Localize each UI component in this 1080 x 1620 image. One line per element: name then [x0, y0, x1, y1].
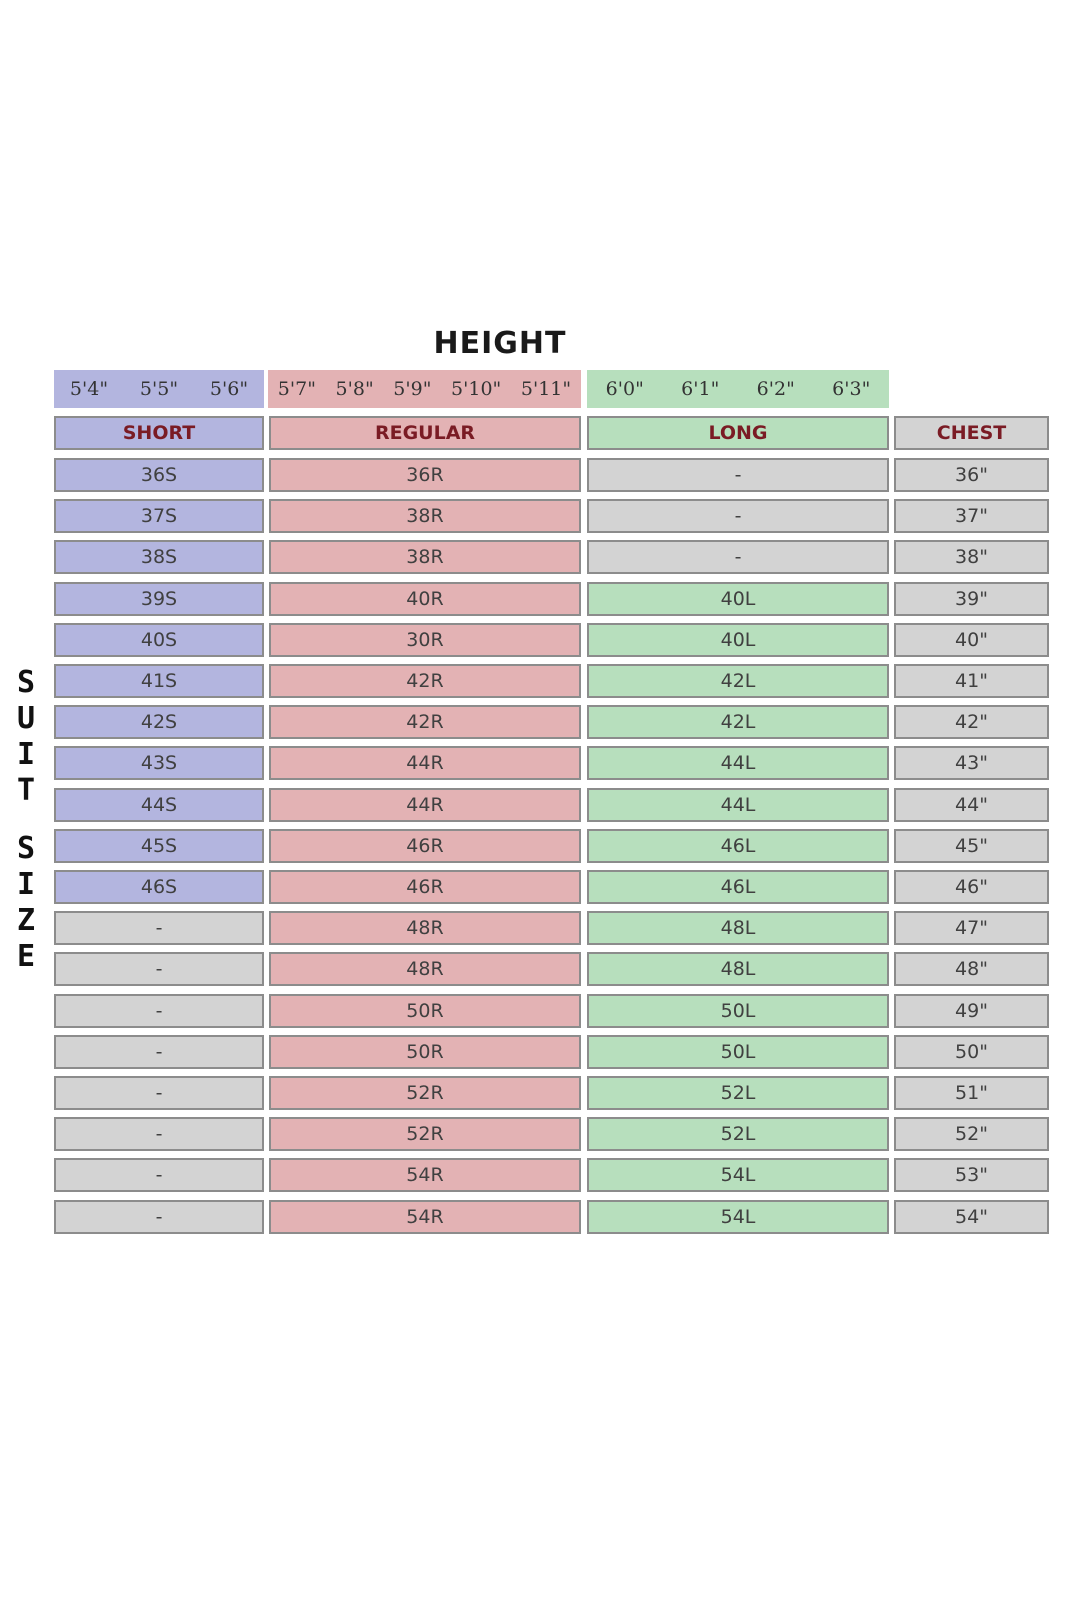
height-value: 6'2": [756, 378, 795, 400]
height-value: 5'5": [139, 378, 179, 400]
height-value: 5'7": [277, 378, 316, 400]
cell-chest: 51": [894, 1076, 1049, 1110]
cell-long: 40L: [587, 623, 889, 657]
cell-short: 40S: [54, 623, 264, 657]
header-long: LONG: [587, 416, 889, 450]
suit-size-letter: I: [16, 737, 36, 772]
height-title: HEIGHT: [433, 326, 567, 361]
cell-regular: 52R: [269, 1076, 581, 1110]
height-value: 5'6": [209, 378, 249, 400]
cell-chest: 41": [894, 664, 1049, 698]
cell-short: 45S: [54, 829, 264, 863]
cell-long: 48L: [587, 952, 889, 986]
cell-long: 42L: [587, 705, 889, 739]
cell-short: -: [54, 994, 264, 1028]
suit-size-letter: S: [16, 831, 36, 866]
cell-regular: 48R: [269, 911, 581, 945]
cell-regular: 38R: [269, 499, 581, 533]
cell-regular: 50R: [269, 1035, 581, 1069]
cell-short: -: [54, 1117, 264, 1151]
suit-size-letter: I: [16, 867, 36, 902]
cell-chest: 36": [894, 458, 1049, 492]
cell-short: -: [54, 1076, 264, 1110]
cell-regular: 38R: [269, 540, 581, 574]
header-chest: CHEST: [894, 416, 1049, 450]
height-value: 6'3": [832, 378, 871, 400]
cell-regular: 52R: [269, 1117, 581, 1151]
cell-chest: 49": [894, 994, 1049, 1028]
cell-regular: 44R: [269, 746, 581, 780]
cell-long: -: [587, 540, 889, 574]
cell-long: 42L: [587, 664, 889, 698]
height-band-short: [54, 370, 264, 408]
cell-chest: 52": [894, 1117, 1049, 1151]
cell-short: -: [54, 952, 264, 986]
cell-regular: 42R: [269, 664, 581, 698]
suit-size-letter: U: [16, 701, 36, 736]
height-value: 5'9": [393, 378, 432, 400]
cell-short: 43S: [54, 746, 264, 780]
cell-long: 44L: [587, 788, 889, 822]
cell-long: -: [587, 499, 889, 533]
cell-regular: 54R: [269, 1200, 581, 1234]
suit-size-letter: S: [16, 665, 36, 700]
cell-long: 40L: [587, 582, 889, 616]
height-value: 5'10": [451, 378, 502, 400]
suit-size-label: [8, 665, 44, 975]
cell-chest: 46": [894, 870, 1049, 904]
header-short: SHORT: [54, 416, 264, 450]
cell-long: -: [587, 458, 889, 492]
cell-chest: 50": [894, 1035, 1049, 1069]
cell-regular: 54R: [269, 1158, 581, 1192]
cell-regular: 46R: [269, 829, 581, 863]
cell-short: -: [54, 1200, 264, 1234]
cell-chest: 47": [894, 911, 1049, 945]
cell-regular: 50R: [269, 994, 581, 1028]
cell-long: 54L: [587, 1200, 889, 1234]
cell-chest: 38": [894, 540, 1049, 574]
cell-chest: 42": [894, 705, 1049, 739]
cell-short: 38S: [54, 540, 264, 574]
cell-long: 46L: [587, 870, 889, 904]
cell-short: -: [54, 911, 264, 945]
cell-regular: 40R: [269, 582, 581, 616]
height-value: 5'11": [520, 378, 572, 400]
cell-regular: 46R: [269, 870, 581, 904]
cell-chest: 53": [894, 1158, 1049, 1192]
cell-chest: 45": [894, 829, 1049, 863]
height-band-regular: [268, 370, 581, 408]
cell-regular: 36R: [269, 458, 581, 492]
cell-chest: 39": [894, 582, 1049, 616]
cell-regular: 42R: [269, 705, 581, 739]
suit-size-letter: T: [16, 773, 36, 808]
height-value: 5'8": [335, 378, 374, 400]
cell-long: 52L: [587, 1117, 889, 1151]
height-band-long: [587, 370, 889, 408]
cell-short: -: [54, 1035, 264, 1069]
cell-long: 52L: [587, 1076, 889, 1110]
cell-chest: 48": [894, 952, 1049, 986]
cell-long: 48L: [587, 911, 889, 945]
cell-chest: 37": [894, 499, 1049, 533]
cell-regular: 44R: [269, 788, 581, 822]
header-regular: REGULAR: [269, 416, 581, 450]
suit-size-letter: E: [16, 939, 36, 974]
cell-short: 39S: [54, 582, 264, 616]
suit-size-gap: [8, 809, 44, 831]
cell-regular: 48R: [269, 952, 581, 986]
cell-long: 44L: [587, 746, 889, 780]
height-value: 6'1": [681, 378, 720, 400]
height-value: 6'0": [605, 378, 644, 400]
cell-chest: 40": [894, 623, 1049, 657]
cell-short: 37S: [54, 499, 264, 533]
cell-short: 44S: [54, 788, 264, 822]
cell-short: 36S: [54, 458, 264, 492]
cell-short: 41S: [54, 664, 264, 698]
cell-regular: 30R: [269, 623, 581, 657]
cell-short: 46S: [54, 870, 264, 904]
cell-long: 50L: [587, 1035, 889, 1069]
cell-short: 42S: [54, 705, 264, 739]
cell-long: 46L: [587, 829, 889, 863]
cell-short: -: [54, 1158, 264, 1192]
suit-size-letter: Z: [16, 903, 36, 938]
cell-long: 50L: [587, 994, 889, 1028]
height-value: 5'4": [69, 378, 109, 400]
cell-chest: 54": [894, 1200, 1049, 1234]
cell-long: 54L: [587, 1158, 889, 1192]
cell-chest: 43": [894, 746, 1049, 780]
cell-chest: 44": [894, 788, 1049, 822]
